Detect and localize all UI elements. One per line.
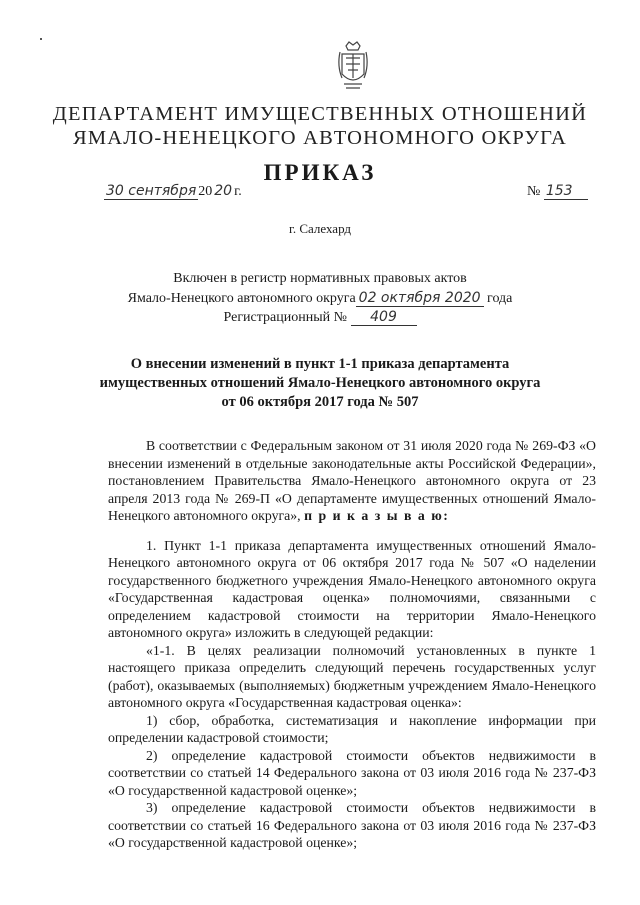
registration-line3-prefix: Регистрационный № xyxy=(223,310,347,325)
registration-line2 xyxy=(0,290,640,307)
order-body xyxy=(108,437,596,852)
subitem-3-paragraph: 3) определение кадастровой стоимости объектов недвижимости в соответствии со статьей 16 Федерального закона от 03 июля 2016 года № 237-ФЗ «О государственной кадастровой оценке»; xyxy=(108,800,596,850)
number-prefix: № xyxy=(527,184,541,199)
preamble-text: В соответствии с Федеральным законом от 31 июля 2020 года № 269-ФЗ «О внесении изменений в отдельные законодательные акты Российской Федерации», постановлением Правительства Ямало-Ненецкого автономного округа от 23 апреля 2013 года № 269-П «О департаменте имущественных отношений Ямало-Ненецкого автономного округа», xyxy=(108,438,596,523)
registration-line3 xyxy=(0,309,640,326)
registration-line1: Включен в регистр нормативных правовых актов xyxy=(173,271,467,286)
document-type-title: ПРИКАЗ xyxy=(263,160,377,185)
registration-line2-prefix: Ямало-Ненецкого автономного округа xyxy=(127,291,356,306)
subitem-1-paragraph: 1) сбор, обработка, систематизация и накопление информации при определении кадастровой стоимости; xyxy=(108,712,596,745)
order-word: п р и к а з ы в а ю: xyxy=(304,508,450,523)
date-year-printed: 20 xyxy=(198,184,213,199)
city-label: г. Салехард xyxy=(288,221,352,236)
subject-line2: имущественных отношений Ямало-Ненецкого автономного округа xyxy=(99,375,541,391)
department-name-line1: ДЕПАРТАМЕНТ ИМУЩЕСТВЕННЫХ ОТНОШЕНИЙ xyxy=(52,103,588,125)
subitem-2-paragraph: 2) определение кадастровой стоимости объектов недвижимости в соответствии со статьей 14 Федерального закона от 03 июля 2016 года № 237-ФЗ «О государственной кадастровой оценке»; xyxy=(108,747,596,798)
handwritten-registration-date: 02 октября 2020 xyxy=(356,290,484,307)
subject-line3: от 06 октября 2017 года № 507 xyxy=(221,394,419,410)
item-1-paragraph: 1. Пункт 1-1 приказа департамента имущественных отношений Ямало-Ненецкого автономного округа от 06 октября 2017 года № 507 «О наделении государственного бюджетного учреждения Ямало-Ненецкого автономного округа «Государственная кадастровая оценка» полномочиями, связанными с определением кадастровой стоимости на территории Ямало-Ненецкого автономного округа» изложить в следующей редакции: xyxy=(108,537,596,640)
handwritten-registration-number: 409 xyxy=(351,309,417,326)
scan-speck xyxy=(40,38,42,40)
subject-line1: О внесении изменений в пункт 1-1 приказа департамента xyxy=(130,356,510,372)
coat-of-arms-emblem-icon xyxy=(336,40,370,92)
preamble-paragraph xyxy=(108,437,596,525)
order-date xyxy=(104,183,242,200)
handwritten-year: 20 xyxy=(214,183,233,199)
handwritten-date: 30 сентября xyxy=(106,183,197,199)
handwritten-number: 153 xyxy=(544,183,588,200)
date-suffix: г. xyxy=(234,184,242,199)
registration-line2-suffix: года xyxy=(487,291,513,306)
quote-1-1-paragraph: «1-1. В целях реализации полномочий установленных в пункте 1 настоящего приказа определить следующий перечень государственных услуг (работ), оказываемых (выполняемых) бюджетным учреждением Ямало-Ненецкого автономного округа «Государственная кадастровая оценка»: xyxy=(108,642,596,710)
department-name-line2: ЯМАЛО-НЕНЕЦКОГО АВТОНОМНОГО ОКРУГА xyxy=(72,127,568,149)
order-subject xyxy=(0,355,640,412)
order-number xyxy=(527,183,588,200)
